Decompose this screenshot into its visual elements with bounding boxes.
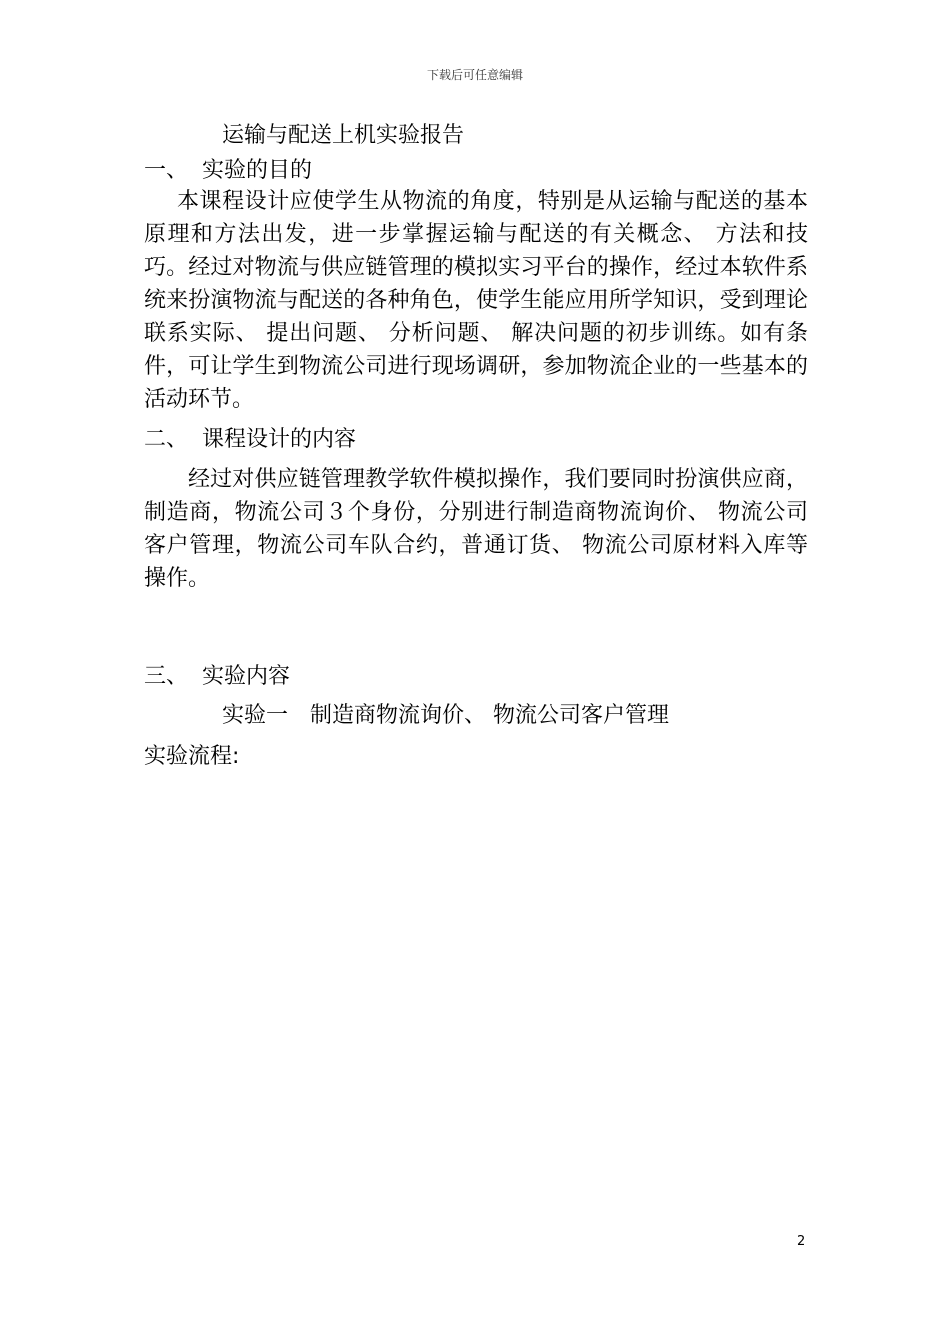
section-body-1: 本课程设计应使学生从物流的角度，特别是从运输与配送的基本原理和方法出发，进一步掌握运输与配送的有关概念、 方法和技巧。经过对物流与供应链管理的模拟实习平台的操作，经过本软件系统来扮演物流与配送的各种角色，使学生能应用所学知识，受到理论联系实际、 提出问题、 分析问题、 解决问题的初步训练。如有条件，可让学生到物流公司进行现场调研，参加物流企业的一些基本的活动环节。 xyxy=(144,189,808,412)
experiment-flow-label: 实验流程: xyxy=(144,744,240,769)
experiment-title: 实验一 制造商物流询价、 物流公司客户管理 xyxy=(222,703,669,728)
section-body-2: 经过对供应链管理教学软件模拟操作，我们要同时扮演供应商，制造商，物流公司３个身份，分别进行制造商物流询价、 物流公司客户管理，物流公司车队合约，普通订货、 物流公司原材料入库等操作。 xyxy=(144,467,808,591)
section-number-1: 一、 xyxy=(144,158,189,183)
section-number-3: 三、 xyxy=(144,664,189,689)
document-title: 运输与配送上机实验报告 xyxy=(222,123,465,148)
section-title-1: 实验的目的 xyxy=(202,158,313,183)
page-header: 下载后可任意编辑 xyxy=(426,68,523,82)
section-heading-3 xyxy=(144,661,290,693)
page-number: 2 xyxy=(797,1234,806,1249)
section-number-2: 二、 xyxy=(144,427,189,452)
section-title-3: 实验内容 xyxy=(202,664,291,689)
section-heading-1 xyxy=(144,155,312,187)
section-heading-2 xyxy=(144,424,356,456)
section-title-2: 课程设计的内容 xyxy=(202,427,357,452)
